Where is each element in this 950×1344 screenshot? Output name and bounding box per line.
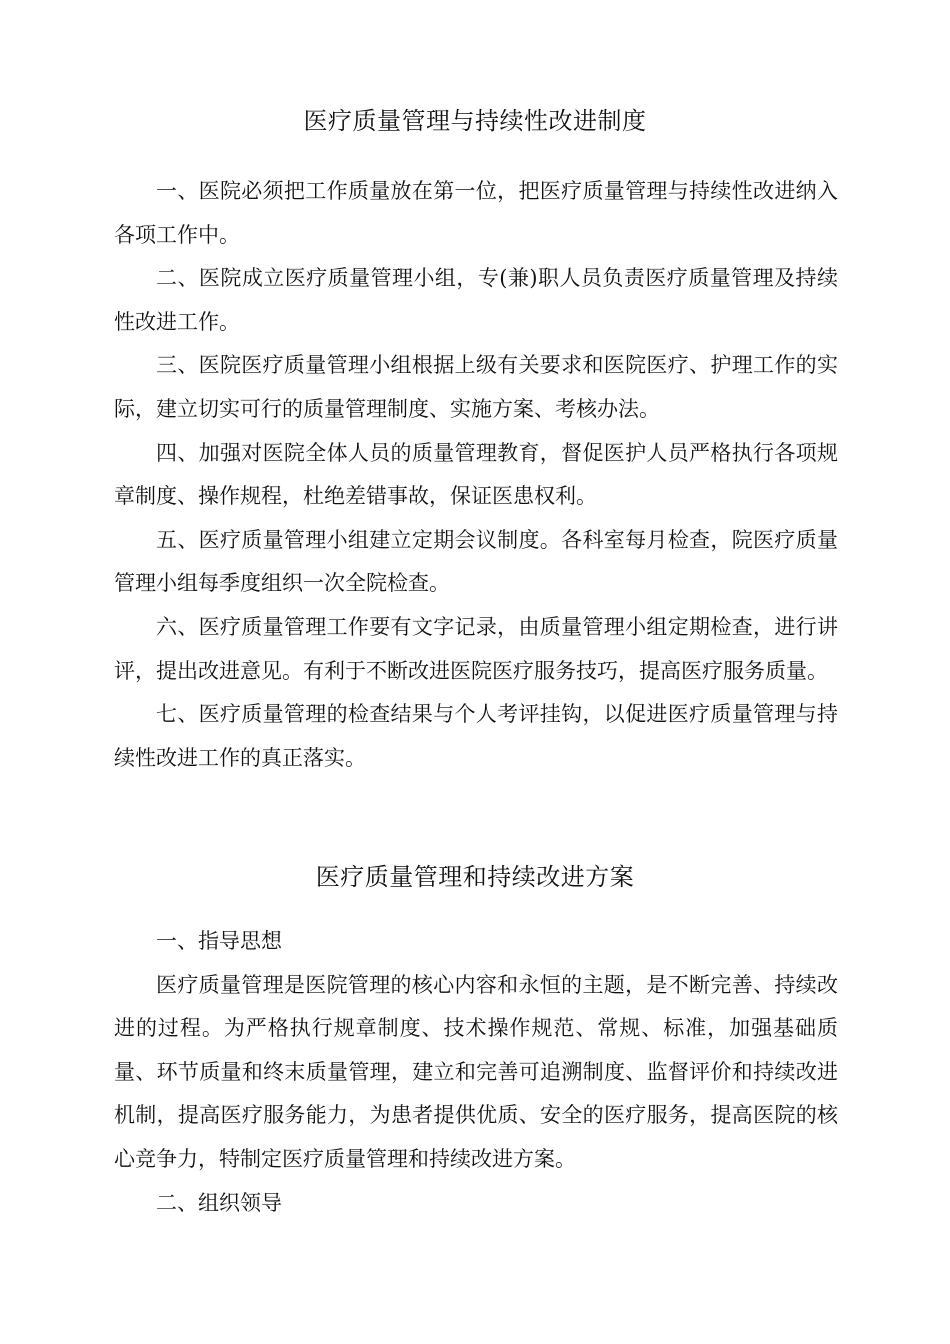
- paragraph: 七、医疗质量管理的检查结果与个人考评挂钩，以促进医疗质量管理与持续性改进工作的真正落实。: [114, 702, 838, 770]
- paragraph: 五、医疗质量管理小组建立定期会议制度。各科室每月检查，院医疗质量管理小组每季度组织一次全院检查。: [114, 527, 838, 596]
- document-title-improvement-plan: 医疗质量管理和持续改进方案: [315, 863, 635, 891]
- paragraph: 四、加强对医院全体人员的质量管理教育，督促医护人员严格执行各项规章制度、操作规程，杜绝差错事故，保证医患权利。: [114, 440, 838, 509]
- document-title-quality-system: 医疗质量管理与持续性改进制度: [303, 107, 647, 135]
- paragraph: 六、医疗质量管理工作要有文字记录，由质量管理小组定期检查，进行讲评，提出改进意见。有利于不断改进医院医疗服务技巧，提高医疗服务质量。: [114, 614, 838, 683]
- section-heading-organization: 二、组织领导: [156, 1190, 282, 1215]
- paragraph: 一、医院必须把工作质量放在第一位，把医疗质量管理与持续性改进纳入各项工作中。: [114, 179, 838, 247]
- section-heading-guiding-ideology: 一、指导思想: [156, 929, 282, 953]
- section-quality-system: [114, 170, 838, 780]
- paragraph: 二、医院成立医疗质量管理小组，专(兼)职人员负责医疗质量管理及持续性改进工作。: [114, 266, 838, 334]
- paragraph: 医疗质量管理是医院管理的核心内容和永恒的主题，是不断完善、持续改进的过程。为严格执行规章制度、技术操作规范、常规、标准，加强基础质量、环节质量和终末质量管理，建立和完善可追溯制度、监督评价和持续改进机制，提高医疗服务能力，为患者提供优质、安全的医疗服务，提高医院的核心竞争力，特制定医疗质量管理和持续改进方案。: [114, 972, 838, 1171]
- paragraph: 三、医院医疗质量管理小组根据上级有关要求和医院医疗、护理工作的实际，建立切实可行的质量管理制度、实施方案、考核办法。: [114, 353, 838, 421]
- section-improvement-plan: [114, 920, 838, 1225]
